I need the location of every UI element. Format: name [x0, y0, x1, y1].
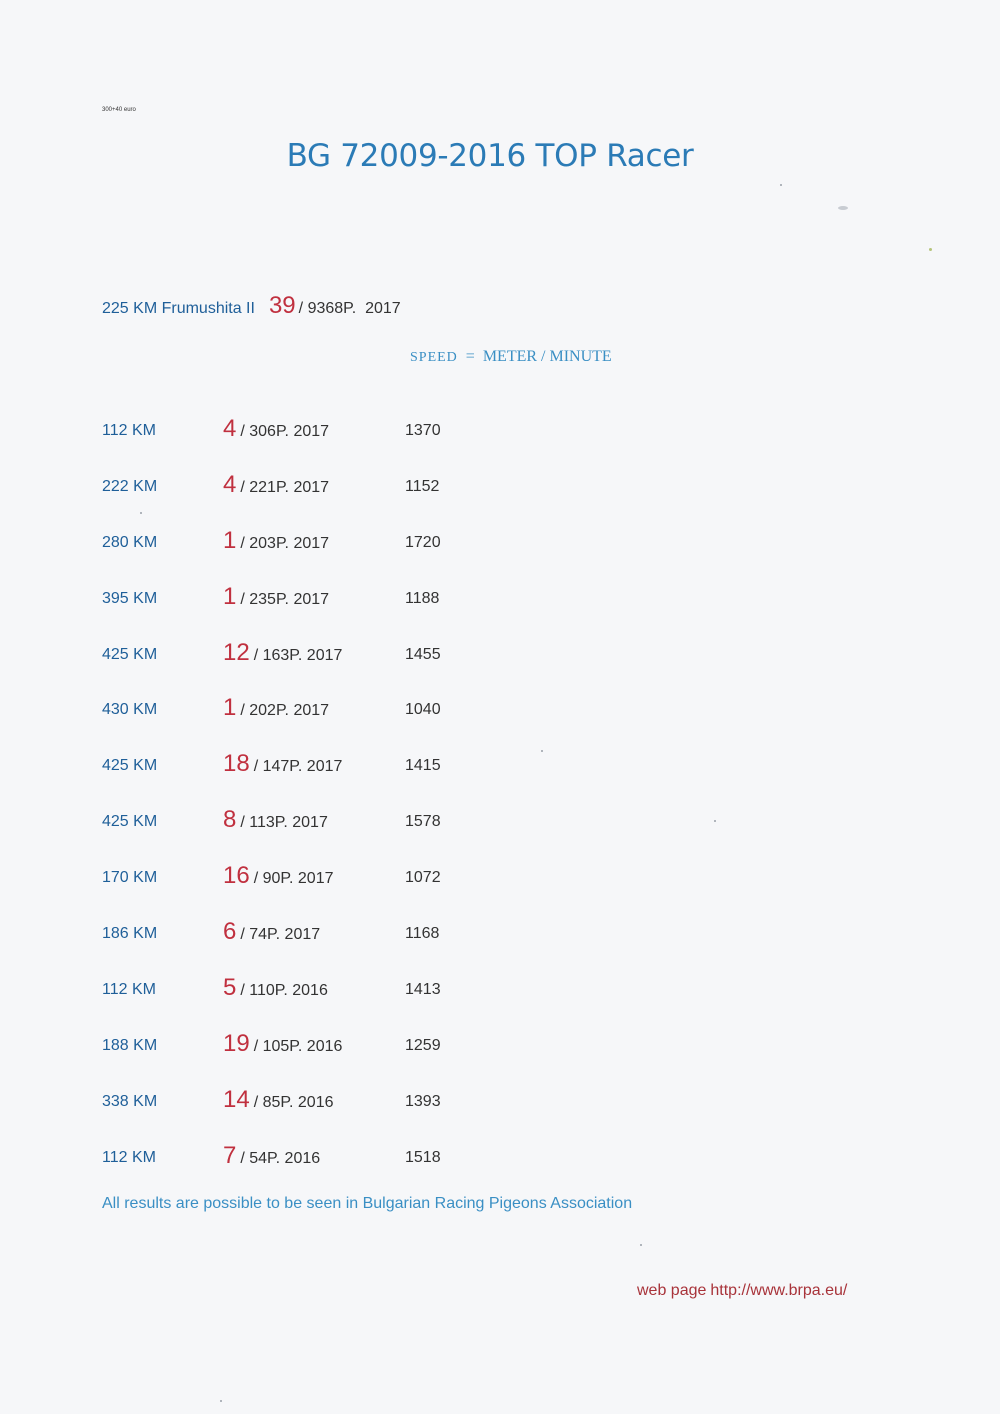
result-field: / 163P. 2017 — [253, 646, 343, 664]
result-place: 14 — [223, 1085, 250, 1113]
scan-speck — [780, 184, 782, 186]
result-speed: 1393 — [405, 1092, 441, 1110]
highlight-place: 39 — [268, 292, 296, 319]
speed-equals: = — [465, 348, 475, 365]
result-row — [102, 970, 602, 1026]
result-speed: 1415 — [405, 757, 441, 775]
result-placing — [223, 639, 342, 667]
result-placing — [223, 1030, 342, 1058]
scan-speck — [220, 1400, 222, 1402]
result-distance: 280 KM — [102, 533, 158, 551]
result-speed: 1720 — [405, 533, 441, 551]
result-place: 5 — [223, 973, 237, 1001]
result-row — [102, 635, 602, 691]
results-list — [102, 411, 602, 1193]
result-placing — [223, 1142, 320, 1170]
result-distance: 112 KM — [102, 1148, 156, 1166]
result-row — [102, 523, 602, 579]
result-distance: 395 KM — [102, 589, 158, 607]
result-place: 19 — [223, 1029, 250, 1057]
result-place: 7 — [223, 1141, 237, 1169]
result-speed: 1040 — [405, 701, 441, 719]
result-field: / 54P. 2016 — [240, 1149, 321, 1167]
page-title: BG 72009-2016 TOP Racer — [286, 138, 694, 174]
result-speed: 1072 — [405, 869, 441, 887]
result-placing — [223, 527, 329, 555]
result-row — [102, 858, 602, 914]
web-page-label: web page — [637, 1282, 707, 1299]
result-place: 4 — [223, 415, 237, 442]
speed-unit: METER / MINUTE — [482, 348, 612, 365]
scan-speck — [140, 512, 142, 514]
result-distance: 430 KM — [102, 701, 158, 719]
result-row — [102, 1082, 602, 1138]
result-distance: 188 KM — [102, 1036, 158, 1054]
web-page-line — [637, 1282, 847, 1300]
result-row — [102, 746, 602, 802]
result-place: 6 — [223, 918, 237, 946]
result-distance: 170 KM — [102, 869, 158, 887]
result-row — [102, 467, 602, 523]
result-placing — [223, 694, 329, 722]
result-field: / 202P. 2017 — [240, 702, 330, 720]
result-field: / 113P. 2017 — [240, 814, 328, 832]
result-place: 1 — [223, 694, 237, 722]
result-distance: 338 KM — [102, 1092, 158, 1110]
scan-speck — [541, 750, 543, 752]
result-speed: 1188 — [405, 589, 440, 607]
highlight-separator: / — [298, 300, 304, 317]
speed-unit-note — [410, 348, 612, 366]
result-speed: 1152 — [405, 477, 440, 495]
result-row — [102, 411, 602, 467]
result-distance: 112 KM — [102, 422, 156, 439]
result-field: / 74P. 2017 — [240, 926, 321, 944]
result-place: 12 — [223, 638, 250, 666]
result-speed: 1455 — [405, 645, 441, 663]
result-row — [102, 1138, 602, 1194]
result-distance: 186 KM — [102, 925, 158, 943]
association-note: All results are possible to be seen in Bulgarian Racing Pigeons Association — [102, 1195, 633, 1212]
result-field: / 85P. 2016 — [253, 1093, 334, 1111]
result-field: / 235P. 2017 — [240, 590, 330, 608]
result-placing — [223, 1086, 333, 1114]
result-placing — [223, 918, 320, 946]
result-placing — [223, 583, 329, 611]
result-speed: 1370 — [405, 422, 441, 439]
result-distance: 425 KM — [102, 813, 158, 831]
result-row — [102, 690, 602, 746]
result-place: 4 — [223, 470, 237, 498]
result-placing — [223, 806, 328, 834]
result-placing — [223, 415, 329, 443]
result-speed: 1259 — [405, 1036, 441, 1054]
result-speed: 1518 — [405, 1148, 441, 1166]
result-row — [102, 802, 602, 858]
result-field: / 306P. 2017 — [240, 423, 330, 440]
result-place: 1 — [223, 526, 237, 554]
highlight-field: 9368P. — [307, 300, 357, 317]
highlight-result — [102, 292, 401, 320]
scan-speck — [838, 206, 848, 210]
result-field: / 221P. 2017 — [240, 478, 330, 496]
price-note: 300+40 euro — [102, 107, 136, 113]
highlight-distance: 225 KM Frumushita II — [102, 300, 255, 317]
scan-speck — [640, 1244, 642, 1246]
result-place: 16 — [223, 862, 250, 890]
result-place: 18 — [223, 750, 250, 778]
scan-speck — [714, 820, 716, 822]
highlight-year: 2017 — [365, 300, 401, 317]
result-field: / 147P. 2017 — [253, 758, 343, 776]
result-speed: 1578 — [405, 813, 441, 831]
result-speed: 1168 — [405, 925, 440, 943]
web-page-url: http://www.brpa.eu/ — [710, 1282, 848, 1299]
result-placing — [223, 862, 333, 890]
result-row — [102, 579, 602, 635]
result-row — [102, 1026, 602, 1082]
result-field: / 90P. 2017 — [253, 870, 334, 888]
result-distance: 425 KM — [102, 645, 158, 663]
speed-label: SPEED — [410, 350, 458, 365]
result-distance: 112 KM — [102, 980, 156, 998]
result-field: / 110P. 2016 — [240, 981, 328, 999]
result-place: 8 — [223, 806, 237, 834]
result-distance: 222 KM — [102, 477, 158, 495]
result-place: 1 — [223, 582, 237, 610]
result-placing — [223, 750, 342, 778]
result-placing — [223, 974, 328, 1002]
result-distance: 425 KM — [102, 757, 158, 775]
result-field: / 203P. 2017 — [240, 534, 330, 552]
result-placing — [223, 471, 329, 499]
result-field: / 105P. 2016 — [253, 1037, 343, 1055]
result-row — [102, 914, 602, 970]
result-speed: 1413 — [405, 980, 441, 998]
scan-speck — [929, 248, 932, 251]
